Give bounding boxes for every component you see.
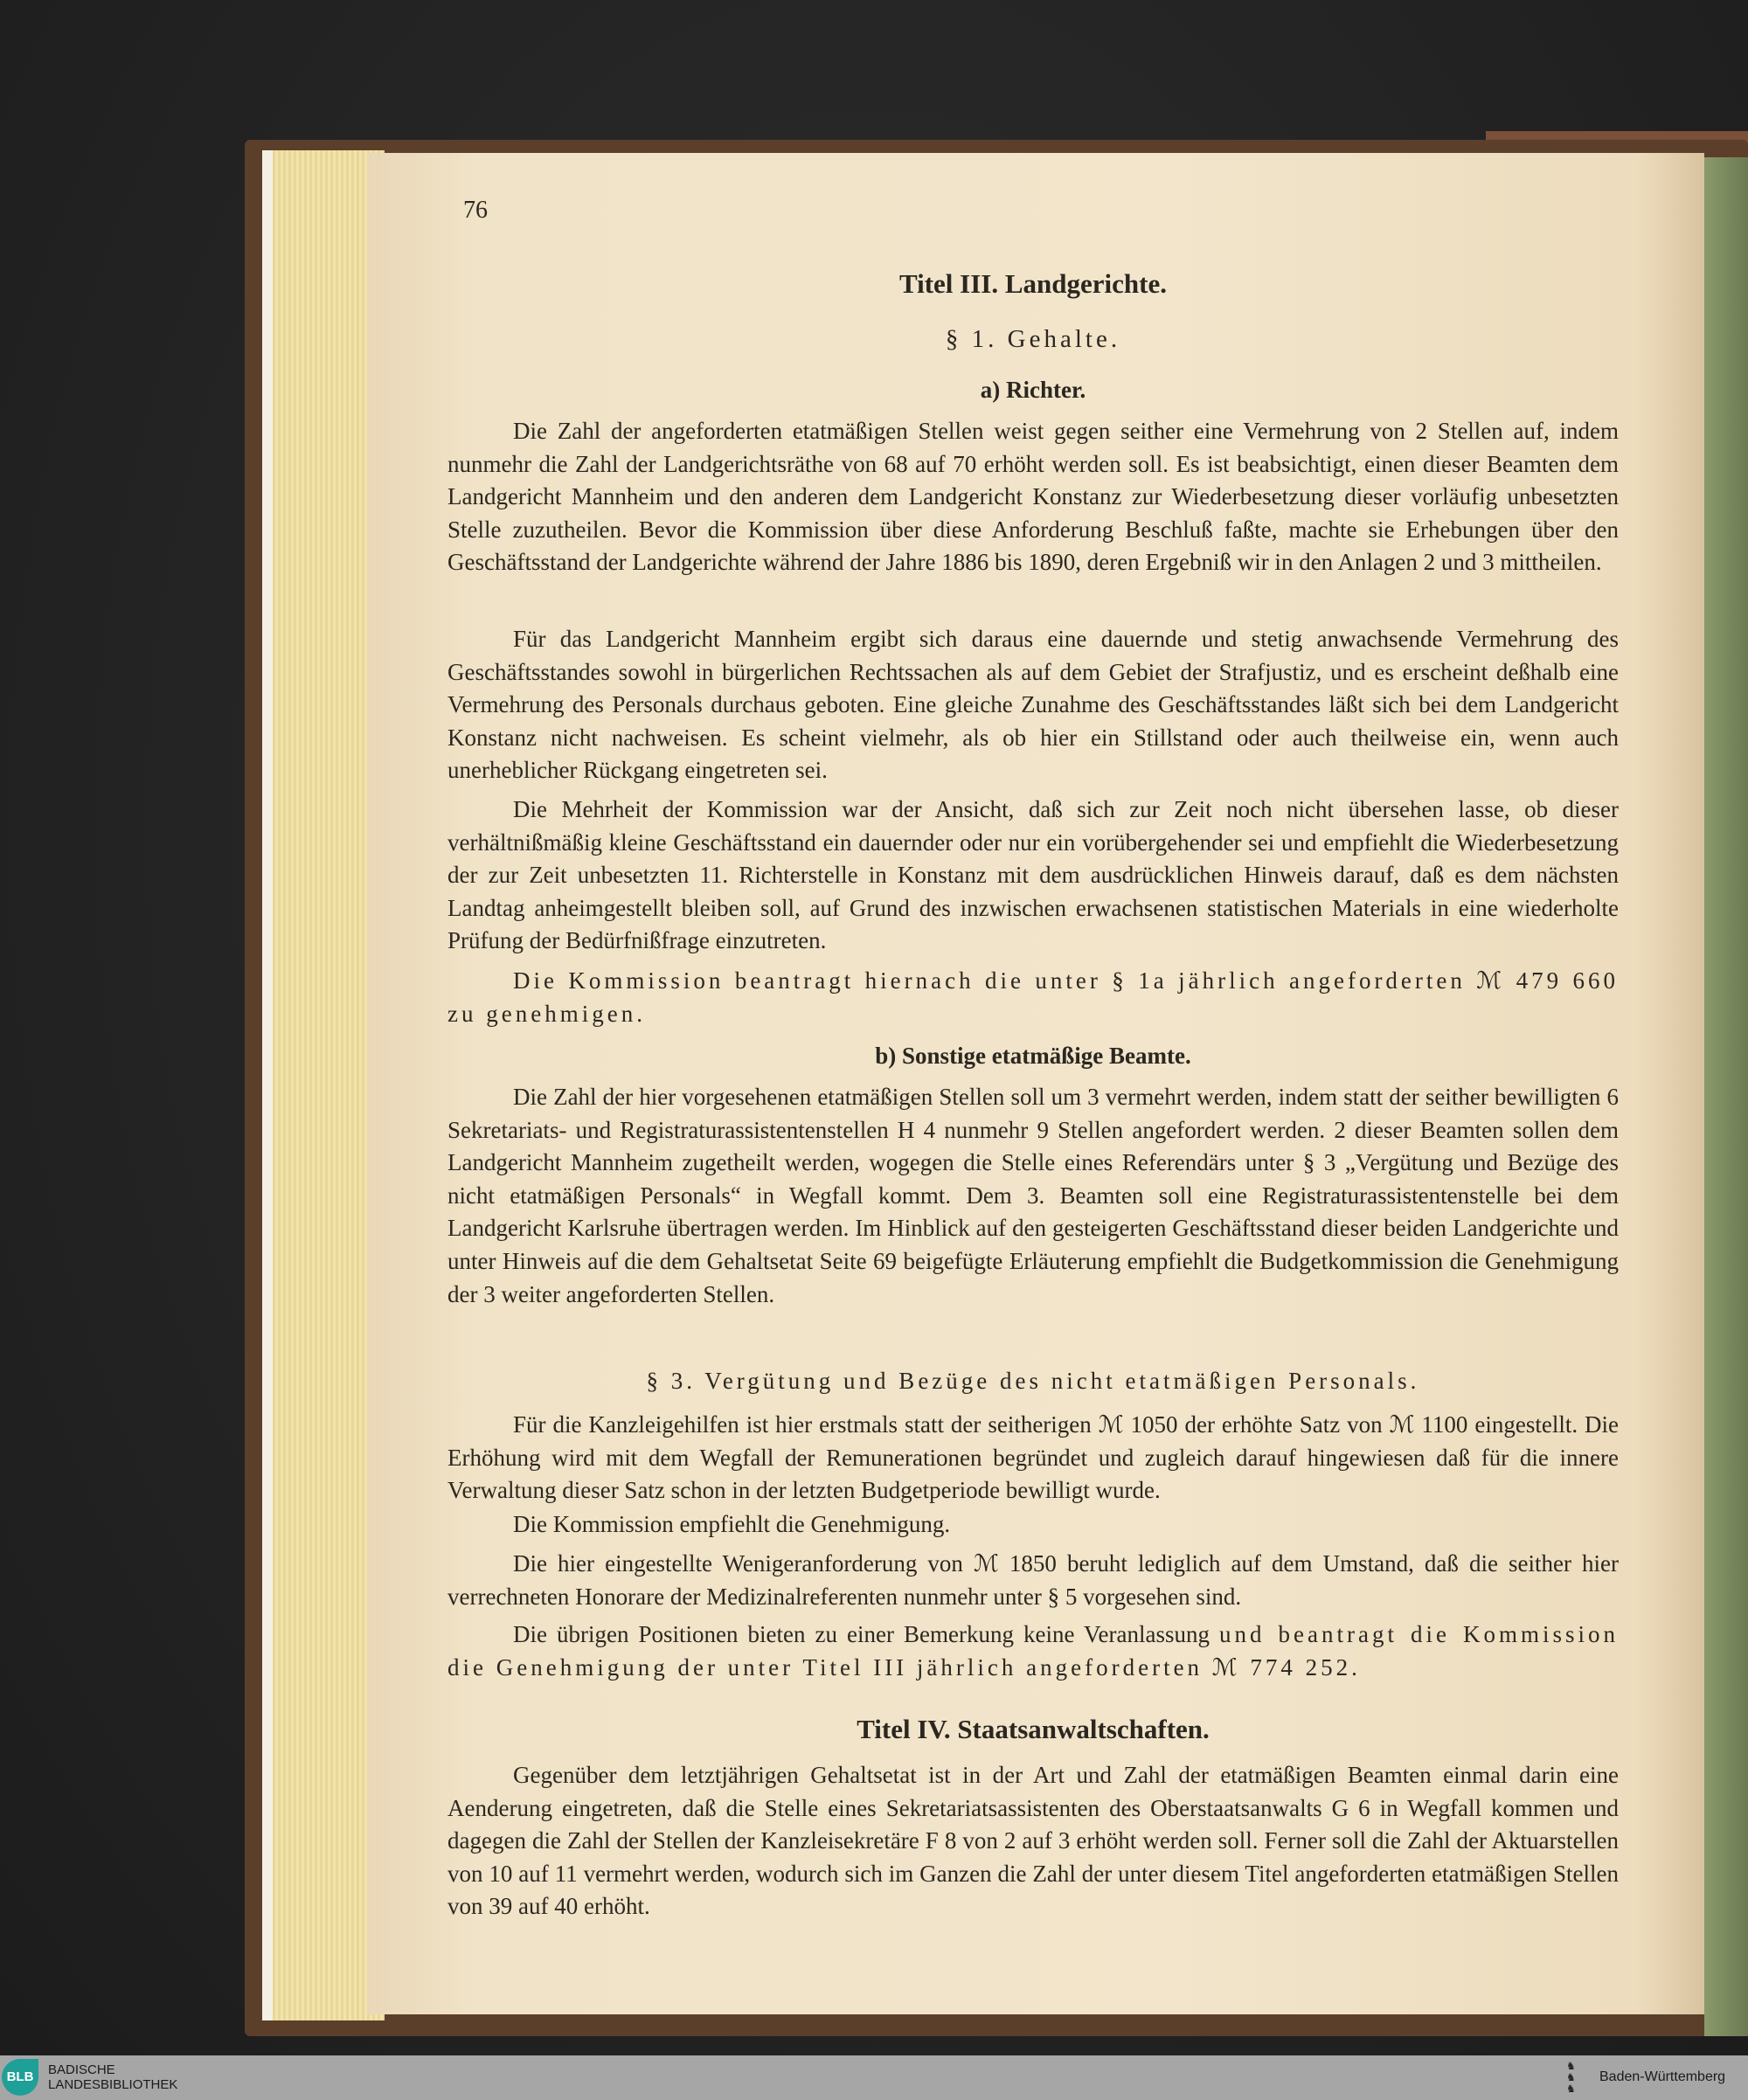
subsection-heading-verguetung: § 3. Vergütung und Bezüge des nicht etatmäßigen Personals. <box>646 1368 1420 1394</box>
baden-wuerttemberg-lions-icon: ♞ ♞ ♞ <box>1566 2060 1576 2095</box>
paragraph: Gegenüber dem letztjährigen Gehaltsetat ist in der Art und Zahl der etatmäßigen Beamten einmal darin eine Aenderung eingetreten, daß die Stelle eines Sekretariatsassistenten des Oberstaatsanwalts G 6 in Wegfall kommen und dagegen die Zahl der Stellen der Kanzleisekretäre F 8 von 2 auf 3 erhöht werden soll. Ferner soll die Zahl der Aktuarstellen von 10 auf 11 vermehrt werden, wodurch sich im Ganzen die Zahl der unter diesem Titel angeforderten etatmäßigen Stellen von 39 auf 40 erhöht. <box>447 1762 1619 1920</box>
paragraph: Die Mehrheit der Kommission war der Ansicht, daß sich zur Zeit noch nicht übersehen lasse, ob dieser verhältnißmäßig kleine Geschäftsstand ein dauernder oder nur ein vorübergehender sei und empfiehlt die Wiederbesetzung der zur Zeit unbesetzten 11. Richterstelle in Konstanz mit dem ausdrücklichen Hinweis darauf, daß es dem nächsten Landtag anheimgestellt bleiben soll, auf Grund des inzwischen erwachsenen statistischen Materials in eine wiederholte Prüfung der Bedürfnißfrage einzutreten. <box>447 796 1619 954</box>
paragraph: Die Zahl der angeforderten etatmäßigen Stellen weist gegen seither eine Vermehrung von 2 Stellen auf, indem nunmehr die Zahl der Landgerichtsräthe von 68 auf 70 erhöht werden soll. Es ist beabsichtigt, einen dieser Beamten dem Landgericht Mannheim und den anderen dem Landgericht Konstanz zur Wiederbesetzung dieser vorläufig unbesetzten Stelle zuzutheilen. Bevor die Kommission über diese Anforderung Beschluß faßte, machte sie Erhebungen über den Geschäftsstand der Landgerichte während der Jahre 1886 bis 1890, deren Ergebniß wir in den Anlagen 2 und 3 mittheilen. <box>447 418 1619 576</box>
page-number: 76 <box>463 197 488 224</box>
paragraph-motion: Die Kommission beantragt hiernach die unter § 1a jährlich angeforderten ℳ 479 660 zu genehmigen. <box>447 967 1619 1027</box>
paragraph-spaced-text: und beantragt die Kommission die Genehmigung der unter Titel III jährlich angeforderten ℳ 774 252. <box>447 1621 1619 1681</box>
subheading-sonstige-beamte: b) Sonstige etatmäßige Beamte. <box>875 1043 1191 1069</box>
subheading-richter: a) Richter. <box>980 377 1086 403</box>
section-title-titel-3: Titel III. Landgerichte. <box>899 268 1167 299</box>
state-name[interactable]: Baden-Württemberg <box>1599 2069 1726 2084</box>
library-name[interactable] <box>48 2062 177 2092</box>
library-name-line1: BADISCHE <box>48 2062 115 2077</box>
paragraph: Die Kommission empfiehlt die Genehmigung. <box>513 1511 951 1537</box>
footer-bar <box>0 2055 1748 2100</box>
subsection-heading-gehalte: § 1. Gehalte. <box>945 325 1121 353</box>
paragraph: Für das Landgericht Mannheim ergibt sich daraus eine dauernde und stetig anwachsende Vermehrung des Geschäftsstandes sowohl in bürgerlichen Rechtssachen als auf dem Gebiet der Strafjustiz, und es erscheint deßhalb eine Vermehrung des Personals durchaus geboten. Eine gleiche Zunahme des Geschäftsstandes läßt sich bei dem Landgericht Konstanz nicht nachweisen. Es scheint vielmehr, als ob hier ein Stillstand oder auch theilweise ein, wenn auch unerheblicher Rückgang eingetreten sei. <box>447 626 1619 784</box>
blb-logo[interactable]: BLB <box>2 2059 38 2096</box>
paragraph-text: Die übrigen Positionen bieten zu einer Bemerkung keine Veranlassung <box>513 1621 1219 1647</box>
page-edges <box>262 150 385 2020</box>
paragraph: Die hier eingestellte Wenigeranforderung von ℳ 1850 beruht lediglich auf dem Umstand, daß die seither hier verrechneten Honorare der Medizinalreferenten nunmehr unter § 5 vorgesehen sind. <box>447 1550 1619 1610</box>
book-spine <box>1704 157 1748 2036</box>
paragraph: Für die Kanzleigehilfen ist hier erstmals statt der seitherigen ℳ 1050 der erhöhte Satz von ℳ 1100 eingestellt. Die Erhöhung wird mit dem Wegfall der Remunerationen begründet und zugleich darauf hingewiesen daß für die innere Verwaltung dieser Satz schon in der letzten Budgetperiode bewilligt wurde. <box>447 1411 1619 1504</box>
paragraph-motion <box>447 1618 1619 1684</box>
library-name-line2: LANDESBIBLIOTHEK <box>48 2077 178 2092</box>
section-title-titel-4: Titel IV. Staatsanwaltschaften. <box>857 1714 1210 1744</box>
paragraph: Die Zahl der hier vorgesehenen etatmäßigen Stellen soll um 3 vermehrt werden, indem statt der seither bewilligten 6 Sekretariats- und Registraturassistentenstellen H 4 nunmehr 9 Stellen angefordert werden. 2 dieser Beamten sollen dem Landgericht Mannheim zugetheilt werden, wogegen die Stelle eines Referendärs unter § 3 „Vergütung und Bezüge des nicht etatmäßigen Personals“ in Wegfall kommt. Dem 3. Beamten soll eine Registraturassistentenstelle bei dem Landgericht Karlsruhe übertragen werden. Im Hinblick auf den gesteigerten Geschäftsstand dieser beiden Landgerichte und unter Hinweis auf die dem Gehaltsetat Seite 69 beigefügte Erläuterung empfiehlt die Budgetkommission die Genehmigung der 3 weiter angeforderten Stellen. <box>447 1084 1619 1307</box>
